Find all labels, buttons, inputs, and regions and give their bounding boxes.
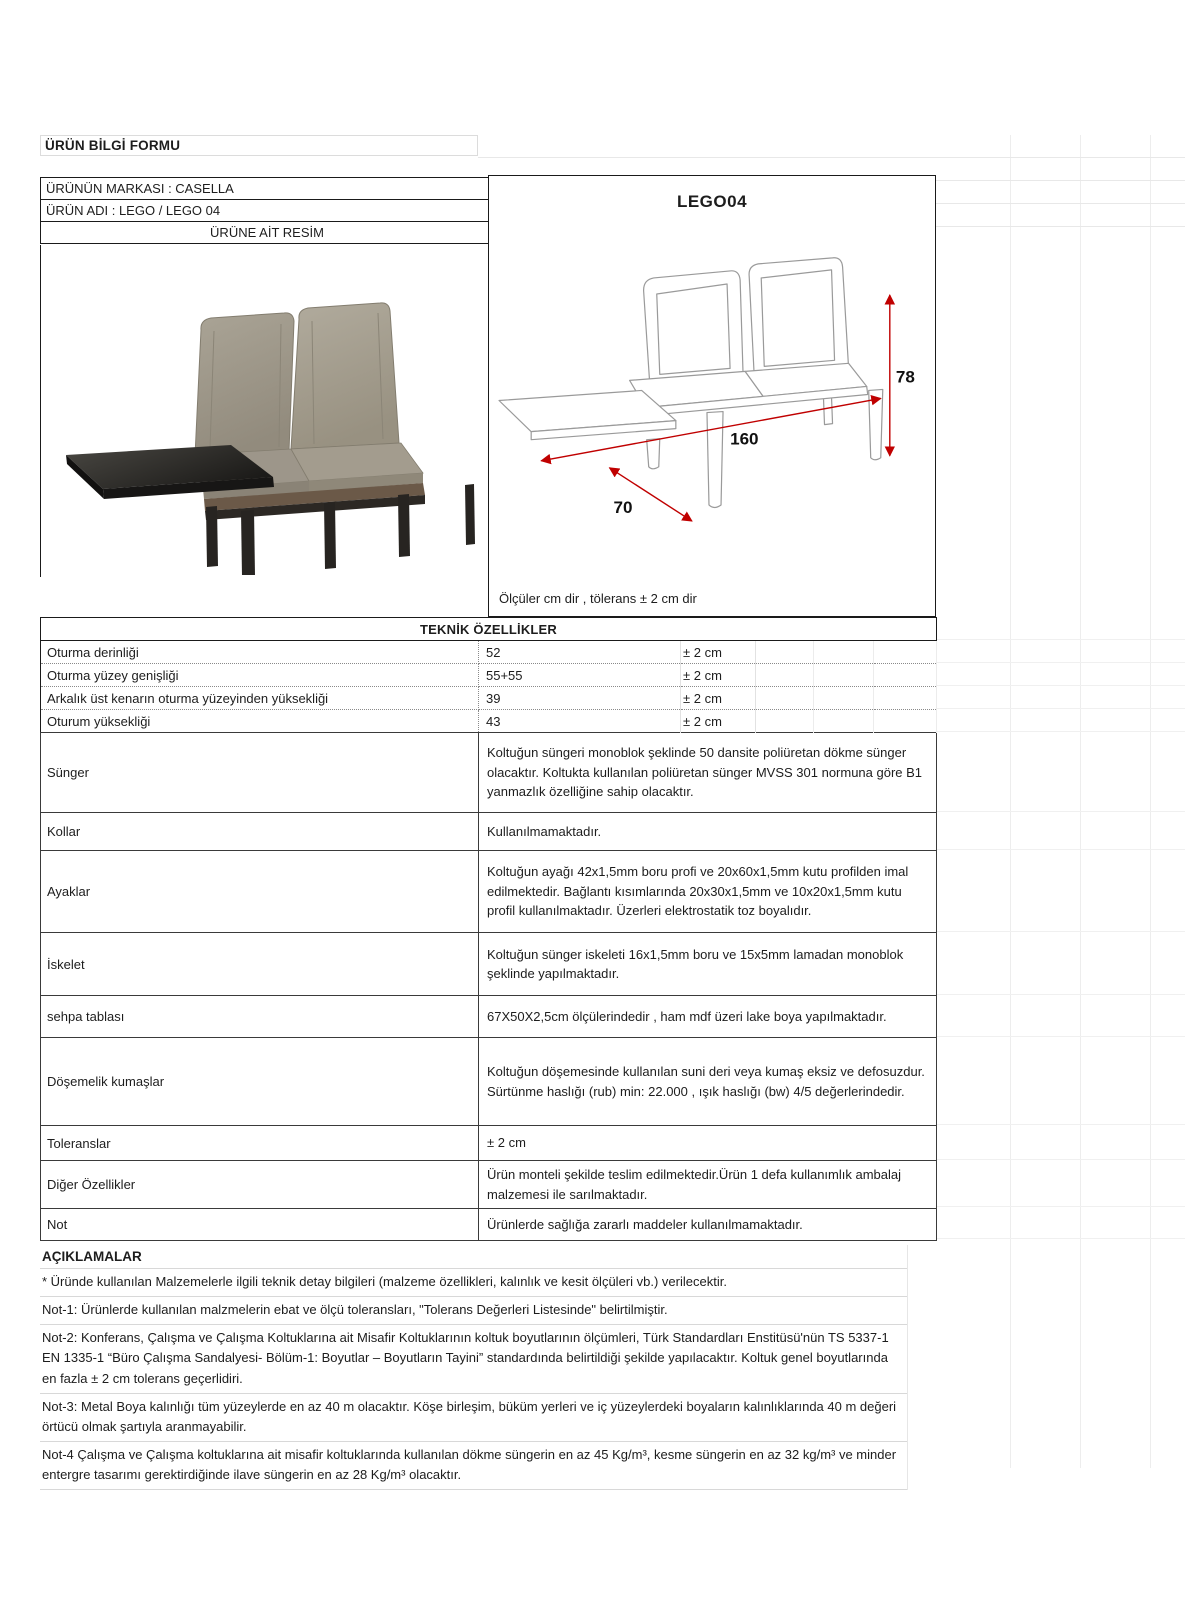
spec-label: Toleranslar xyxy=(41,1126,479,1161)
explanations-section xyxy=(40,1245,908,1490)
spec-value: Koltuğun ayağı 42x1,5mm boru profi ve 20x60x1,5mm kutu profilden imal edilmektedir. Bağlantı kısımlarında 20x30x1,5mm ve 10x20x1,5mm kutu profil kullanılmaktadır. Üzerleri elektrostatik toz boyalıdır. xyxy=(479,851,937,933)
spec-detail-row xyxy=(41,733,937,813)
dimension-depth-label: 70 xyxy=(613,498,633,518)
explanation-note: Not-1: Ürünlerde kullanılan malzmelerin ebat ve ölçü toleransları, "Tolerans Değerleri Listesinde" belirtilmiştir. xyxy=(40,1297,907,1325)
spec-value: 67X50X2,5cm ölçülerindedir , ham mdf üzeri lake boya yapılmaktadır. xyxy=(479,996,937,1038)
explanation-note: * Üründe kullanılan Malzemelerle ilgili teknik detay bilgileri (malzeme özellikleri, kalınlık ve kesit ölçüleri vb.) verilecektir. xyxy=(40,1269,907,1297)
spec-value: ± 2 cm xyxy=(479,1126,937,1161)
dimension-width-label: 160 xyxy=(730,429,759,449)
explanations-title: AÇIKLAMALAR xyxy=(40,1245,907,1269)
spec-value: 43 xyxy=(479,710,681,733)
spec-label: sehpa tablası xyxy=(41,996,479,1038)
spec-row xyxy=(41,664,937,687)
drawing-model-title: LEGO04 xyxy=(676,192,748,211)
spec-detail-row xyxy=(41,1161,937,1209)
spec-label: Oturum yüksekliği xyxy=(41,710,479,733)
explanation-note: Not-4 Çalışma ve Çalışma koltuklarına ait misafir koltuklarında kullanılan dökme süngerin en az 45 Kg/m³, kesme süngerin en az 32 kg/m³ ve minder entergre tasarımı gerektirdiğinde ilave süngerin en az 28 Kg/m³ olacaktır. xyxy=(40,1442,907,1490)
spec-tolerance: ± 2 cm xyxy=(681,687,756,710)
spec-row xyxy=(41,687,937,710)
spec-value: Koltuğun süngeri monoblok şeklinde 50 dansite poliüretan dökme sünger olacaktır. Koltukta kullanılan poliüretan sünger MVSS 301 normuna göre B1 yanmazlık özelliğine sahip olacaktır. xyxy=(479,733,937,813)
spec-label: Diğer Özellikler xyxy=(41,1161,479,1209)
spec-value: Kullanılmamaktadır. xyxy=(479,813,937,851)
spec-label: Oturma derinliği xyxy=(41,641,479,664)
spec-label: Arkalık üst kenarın oturma yüzeyinden yüksekliği xyxy=(41,687,479,710)
spec-label: İskelet xyxy=(41,933,479,996)
spec-detail-row xyxy=(41,933,937,996)
spec-tolerance: ± 2 cm xyxy=(681,710,756,733)
spec-detail-row xyxy=(41,1038,937,1126)
explanation-note: Not-2: Konferans, Çalışma ve Çalışma Koltuklarına ait Misafir Koltuklarının koltuk boyutlarının ölçümleri, Türk Standardları Enstitüsü'nün TS 5337-1 EN 1335-1 “Büro Çalışma Sandalyesi- Bölüm-1: Boyutlar – Boyutların Tayini” standardında belirtildiği şekilde yapılacaktır. Koltuk genel boyutlarında en fazla ± 2 cm tolerans geçerlidiri. xyxy=(40,1325,907,1393)
spec-value: Koltuğun döşemesinde kullanılan suni deri veya kumaş eksiz ve defosuzdur. Sürtünme haslığı (rub) min: 22.000 , ışık haslığı (bw) 4/5 değerlerindedir. xyxy=(479,1038,937,1126)
spec-detail-row xyxy=(41,996,937,1038)
spec-value: 52 xyxy=(479,641,681,664)
technical-drawing xyxy=(491,228,933,573)
spec-tolerance: ± 2 cm xyxy=(681,664,756,687)
product-photo-box xyxy=(40,245,489,577)
spec-detail-row xyxy=(41,1126,937,1161)
spec-detail-row xyxy=(41,813,937,851)
spec-row xyxy=(41,710,937,733)
spec-label: Kollar xyxy=(41,813,479,851)
product-identity-box xyxy=(40,177,489,244)
bench-outline xyxy=(499,258,883,508)
spec-detail-row xyxy=(41,1209,937,1241)
spec-label: Not xyxy=(41,1209,479,1241)
dimension-height-label: 78 xyxy=(895,367,915,387)
spec-value: Ürün monteli şekilde teslim edilmektedir.Ürün 1 defa kullanımlık ambalaj malzemesi ile sarılmaktadır. xyxy=(479,1161,937,1209)
product-name-cell: ÜRÜN ADI : LEGO / LEGO 04 xyxy=(41,200,488,222)
product-photo xyxy=(41,245,487,575)
spec-label: Döşemelik kumaşlar xyxy=(41,1038,479,1126)
spec-table-title: TEKNİK ÖZELLİKLER xyxy=(41,618,937,641)
grid-rows-right xyxy=(936,617,1185,1239)
spec-tolerance: ± 2 cm xyxy=(681,641,756,664)
explanation-note: Not-3: Metal Boya kalınlığı tüm yüzeylerde en az 40 m olacaktır. Köşe birleşim, büküm yerleri ve iç yüzeylerdeki boyaların kalınlıklarında 40 m değeri örtücü olmak şartıyla aranmayabilir. xyxy=(40,1394,907,1442)
spec-label: Oturma yüzey genişliği xyxy=(41,664,479,687)
spec-value: Ürünlerde sağlığa zararlı maddeler kullanılmamaktadır. xyxy=(479,1209,937,1241)
brand-cell: ÜRÜNÜN MARKASI : CASELLA xyxy=(41,178,488,200)
spec-detail-row xyxy=(41,851,937,933)
spec-value: Koltuğun sünger iskeleti 16x1,5mm boru ve 15x5mm lamadan monoblok şeklinde yapılmaktadır. xyxy=(479,933,937,996)
technical-drawing-box xyxy=(488,175,936,617)
spec-label: Sünger xyxy=(41,733,479,813)
form-title: ÜRÜN BİLGİ FORMU xyxy=(40,135,478,156)
spec-table xyxy=(40,617,937,1241)
spec-value: 55+55 xyxy=(479,664,681,687)
measurement-note: Ölçüler cm dir , tölerans ± 2 cm dir xyxy=(499,591,697,606)
image-caption-cell: ÜRÜNE AİT RESİM xyxy=(210,225,324,240)
spec-label: Ayaklar xyxy=(41,851,479,933)
spec-value: 39 xyxy=(479,687,681,710)
spec-table-header xyxy=(41,618,937,641)
spec-row xyxy=(41,641,937,664)
